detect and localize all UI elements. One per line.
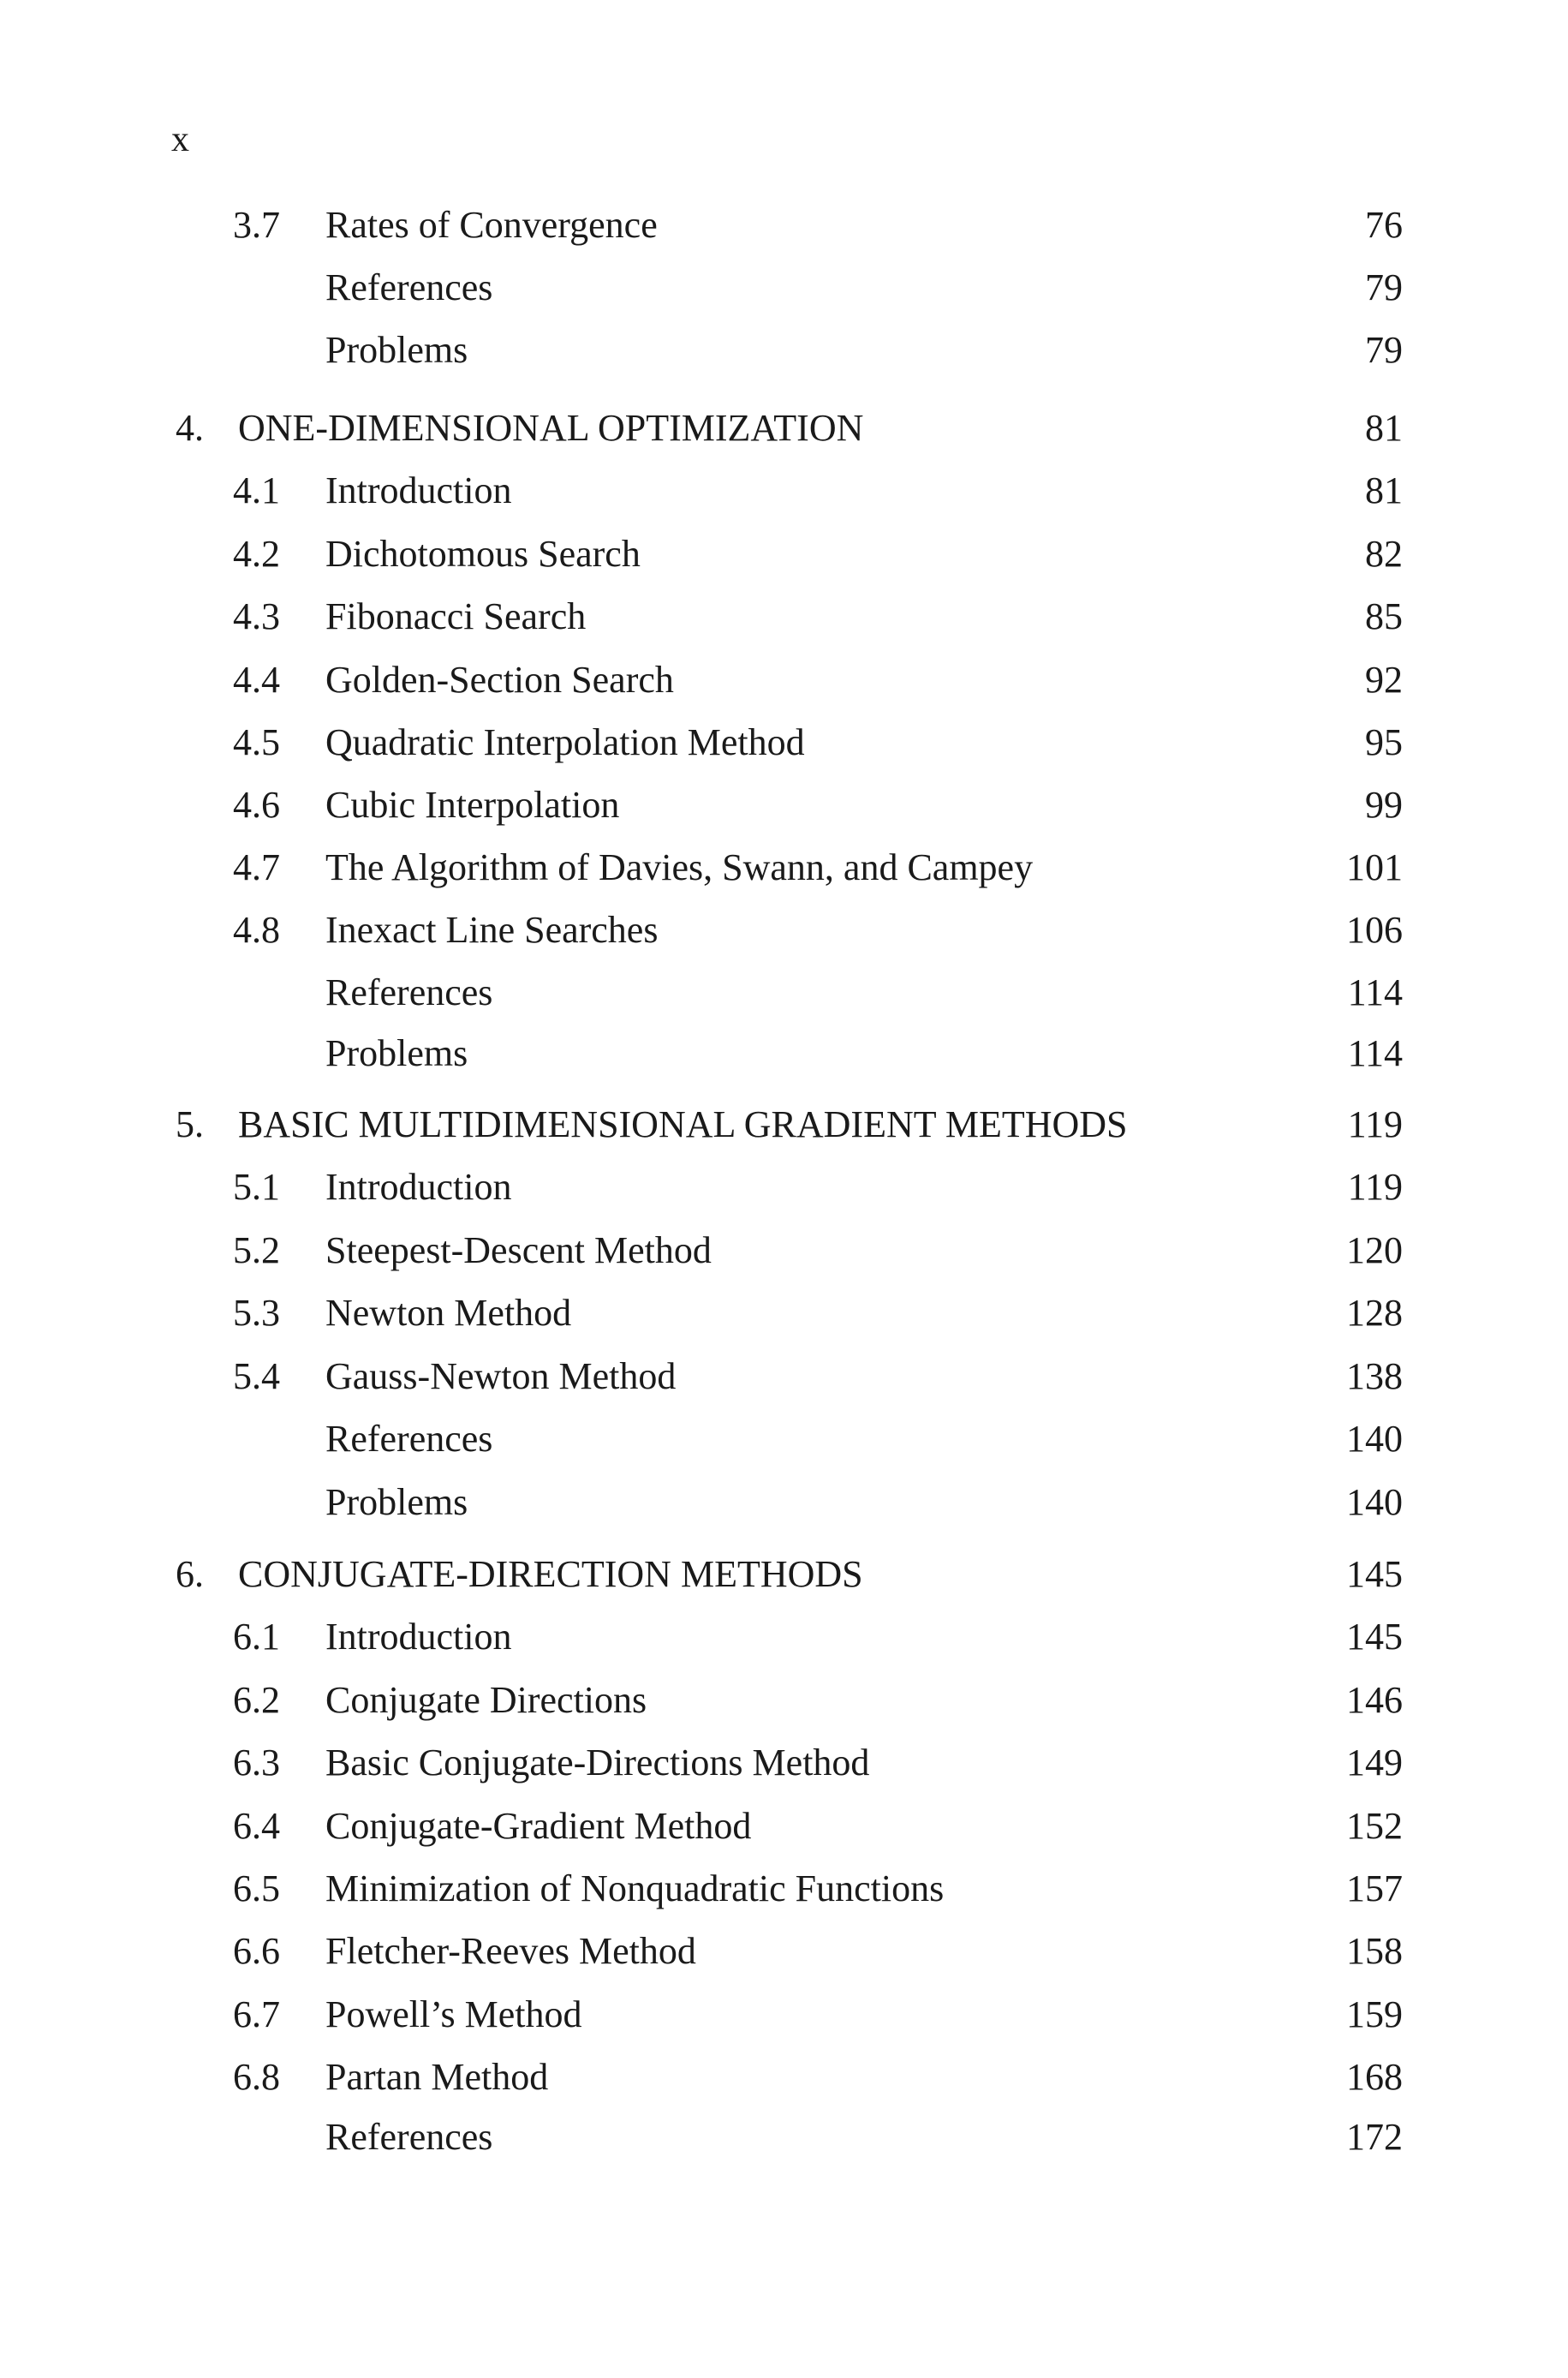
toc-entry-number: 6.5 (233, 1867, 280, 1909)
toc-entry-title: The Algorithm of Davies, Swann, and Campey (325, 846, 1034, 888)
toc-entry-number: 6.6 (233, 1930, 280, 1972)
toc-entry-title: Basic Conjugate-Directions Method (325, 1742, 870, 1784)
toc-entry-title: Rates of Convergence (325, 204, 658, 246)
toc-backmatter-row (0, 325, 1568, 376)
toc-entry-page: 85 (1365, 595, 1403, 637)
toc-backmatter-row (0, 2112, 1568, 2163)
toc-entry-number: 4.2 (233, 533, 280, 575)
toc-entry-page: 149 (1346, 1742, 1403, 1784)
toc-entry-page: 81 (1365, 407, 1403, 449)
toc-entry-page: 158 (1346, 1930, 1403, 1972)
toc-entry-page: 145 (1346, 1553, 1403, 1595)
toc-entry-title: Powell’s Method (325, 1993, 582, 2035)
toc-entry-number: 6. (176, 1553, 204, 1595)
toc-entry-number: 5.3 (233, 1292, 280, 1334)
toc-backmatter-row (0, 1413, 1568, 1465)
toc-backmatter-row (0, 1028, 1568, 1079)
toc-entry-title: Problems (325, 329, 468, 371)
toc-entry-title: Newton Method (325, 1292, 572, 1334)
toc-entry-page: 81 (1365, 469, 1403, 511)
toc-chapter-row (0, 1099, 1568, 1150)
toc-section-row (0, 780, 1568, 831)
toc-section-row (0, 1351, 1568, 1402)
toc-entry-number: 5. (176, 1103, 204, 1145)
toc-entry-title: BASIC MULTIDIMENSIONAL GRADIENT METHODS (238, 1103, 1128, 1145)
toc-entry-title: References (325, 2116, 493, 2158)
toc-entry-title: Introduction (325, 1616, 512, 1658)
toc-entry-number: 4. (176, 407, 204, 449)
toc-entry-title: Minimization of Nonquadratic Functions (325, 1867, 945, 1909)
toc-entry-number: 6.8 (233, 2056, 280, 2098)
toc-section-row (0, 1611, 1568, 1663)
toc-entry-number: 4.1 (233, 469, 280, 511)
toc-entry-page: 140 (1346, 1418, 1403, 1460)
toc-entry-page: 79 (1365, 329, 1403, 371)
toc-section-row (0, 1225, 1568, 1276)
toc-entry-title: References (325, 266, 493, 308)
toc-entry-title: Fletcher-Reeves Method (325, 1930, 696, 1972)
toc-entry-title: Conjugate-Gradient Method (325, 1805, 752, 1847)
toc-entry-title: Dichotomous Search (325, 533, 641, 575)
toc-entry-page: 145 (1346, 1616, 1403, 1658)
toc-entry-page: 172 (1346, 2116, 1403, 2158)
toc-section-row (0, 1926, 1568, 1977)
toc-entry-title: ONE-DIMENSIONAL OPTIMIZATION (238, 407, 864, 449)
toc-entry-page: 95 (1365, 721, 1403, 763)
toc-backmatter-row (0, 262, 1568, 314)
toc-entry-title: CONJUGATE-DIRECTION METHODS (238, 1553, 863, 1595)
toc-section-row (0, 1675, 1568, 1726)
toc-entry-number: 6.7 (233, 1993, 280, 2035)
toc-entry-page: 159 (1346, 1993, 1403, 2035)
toc-entry-number: 4.6 (233, 784, 280, 826)
toc-section-row (0, 2052, 1568, 2103)
toc-entry-title: Introduction (325, 469, 512, 511)
toc-entry-title: Quadratic Interpolation Method (325, 721, 805, 763)
toc-entry-page: 138 (1346, 1355, 1403, 1397)
toc-entry-page: 99 (1365, 784, 1403, 826)
toc-section-row (0, 654, 1568, 706)
toc-entry-number: 6.2 (233, 1679, 280, 1721)
toc-entry-title: Inexact Line Searches (325, 909, 659, 951)
toc-entry-page: 157 (1346, 1867, 1403, 1909)
toc-entry-page: 76 (1365, 204, 1403, 246)
toc-entry-number: 4.4 (233, 659, 280, 701)
toc-entry-page: 152 (1346, 1805, 1403, 1847)
toc-entry-title: Conjugate Directions (325, 1679, 647, 1721)
toc-backmatter-row (0, 967, 1568, 1019)
toc-chapter-row (0, 1549, 1568, 1600)
toc-entry-page: 114 (1347, 1032, 1403, 1074)
toc-section-row (0, 1989, 1568, 2040)
toc-section-row (0, 465, 1568, 517)
toc-section-row (0, 1737, 1568, 1789)
toc-entry-page: 82 (1365, 533, 1403, 575)
toc-entry-number: 6.3 (233, 1742, 280, 1784)
toc-entry-page: 140 (1346, 1481, 1403, 1523)
toc-entry-page: 168 (1346, 2056, 1403, 2098)
toc-entry-number: 4.5 (233, 721, 280, 763)
toc-entry-title: Fibonacci Search (325, 595, 587, 637)
toc-entry-page: 128 (1346, 1292, 1403, 1334)
toc-entry-title: Partan Method (325, 2056, 549, 2098)
toc-entry-number: 6.1 (233, 1616, 280, 1658)
toc-section-row (0, 200, 1568, 251)
toc-section-row (0, 529, 1568, 580)
toc-entry-page: 146 (1346, 1679, 1403, 1721)
toc-entry-number: 3.7 (233, 204, 280, 246)
toc-entry-page: 79 (1365, 266, 1403, 308)
toc-entry-number: 6.4 (233, 1805, 280, 1847)
toc-entry-title: Steepest-Descent Method (325, 1229, 712, 1271)
toc-entry-title: References (325, 971, 493, 1013)
toc-entry-number: 5.1 (233, 1166, 280, 1208)
toc-entry-number: 5.2 (233, 1229, 280, 1271)
toc-entry-number: 5.4 (233, 1355, 280, 1397)
toc-entry-page: 119 (1347, 1166, 1403, 1208)
toc-section-row (0, 717, 1568, 768)
toc-section-row (0, 1288, 1568, 1339)
toc-entry-title: Golden-Section Search (325, 659, 674, 701)
toc-chapter-row (0, 403, 1568, 454)
toc-entry-title: Problems (325, 1032, 468, 1074)
toc-section-row (0, 905, 1568, 956)
toc-section-row (0, 842, 1568, 893)
toc-entry-title: Gauss-Newton Method (325, 1355, 677, 1397)
toc-entry-page: 114 (1347, 971, 1403, 1013)
toc-entry-number: 4.3 (233, 595, 280, 637)
toc-section-row (0, 1801, 1568, 1852)
toc-entry-title: Introduction (325, 1166, 512, 1208)
toc-section-row (0, 591, 1568, 642)
toc-entry-page: 92 (1365, 659, 1403, 701)
toc-entry-number: 4.8 (233, 909, 280, 951)
toc-entry-title: Cubic Interpolation (325, 784, 620, 826)
toc-entry-title: References (325, 1418, 493, 1460)
toc-section-row (0, 1162, 1568, 1213)
page-number: x (171, 120, 189, 159)
toc-entry-page: 119 (1347, 1103, 1403, 1145)
toc-entry-page: 120 (1346, 1229, 1403, 1271)
toc-section-row (0, 1863, 1568, 1915)
toc-entry-page: 101 (1346, 846, 1403, 888)
toc-backmatter-row (0, 1477, 1568, 1528)
toc-entry-page: 106 (1346, 909, 1403, 951)
toc-entry-title: Problems (325, 1481, 468, 1523)
toc-entry-number: 4.7 (233, 846, 280, 888)
